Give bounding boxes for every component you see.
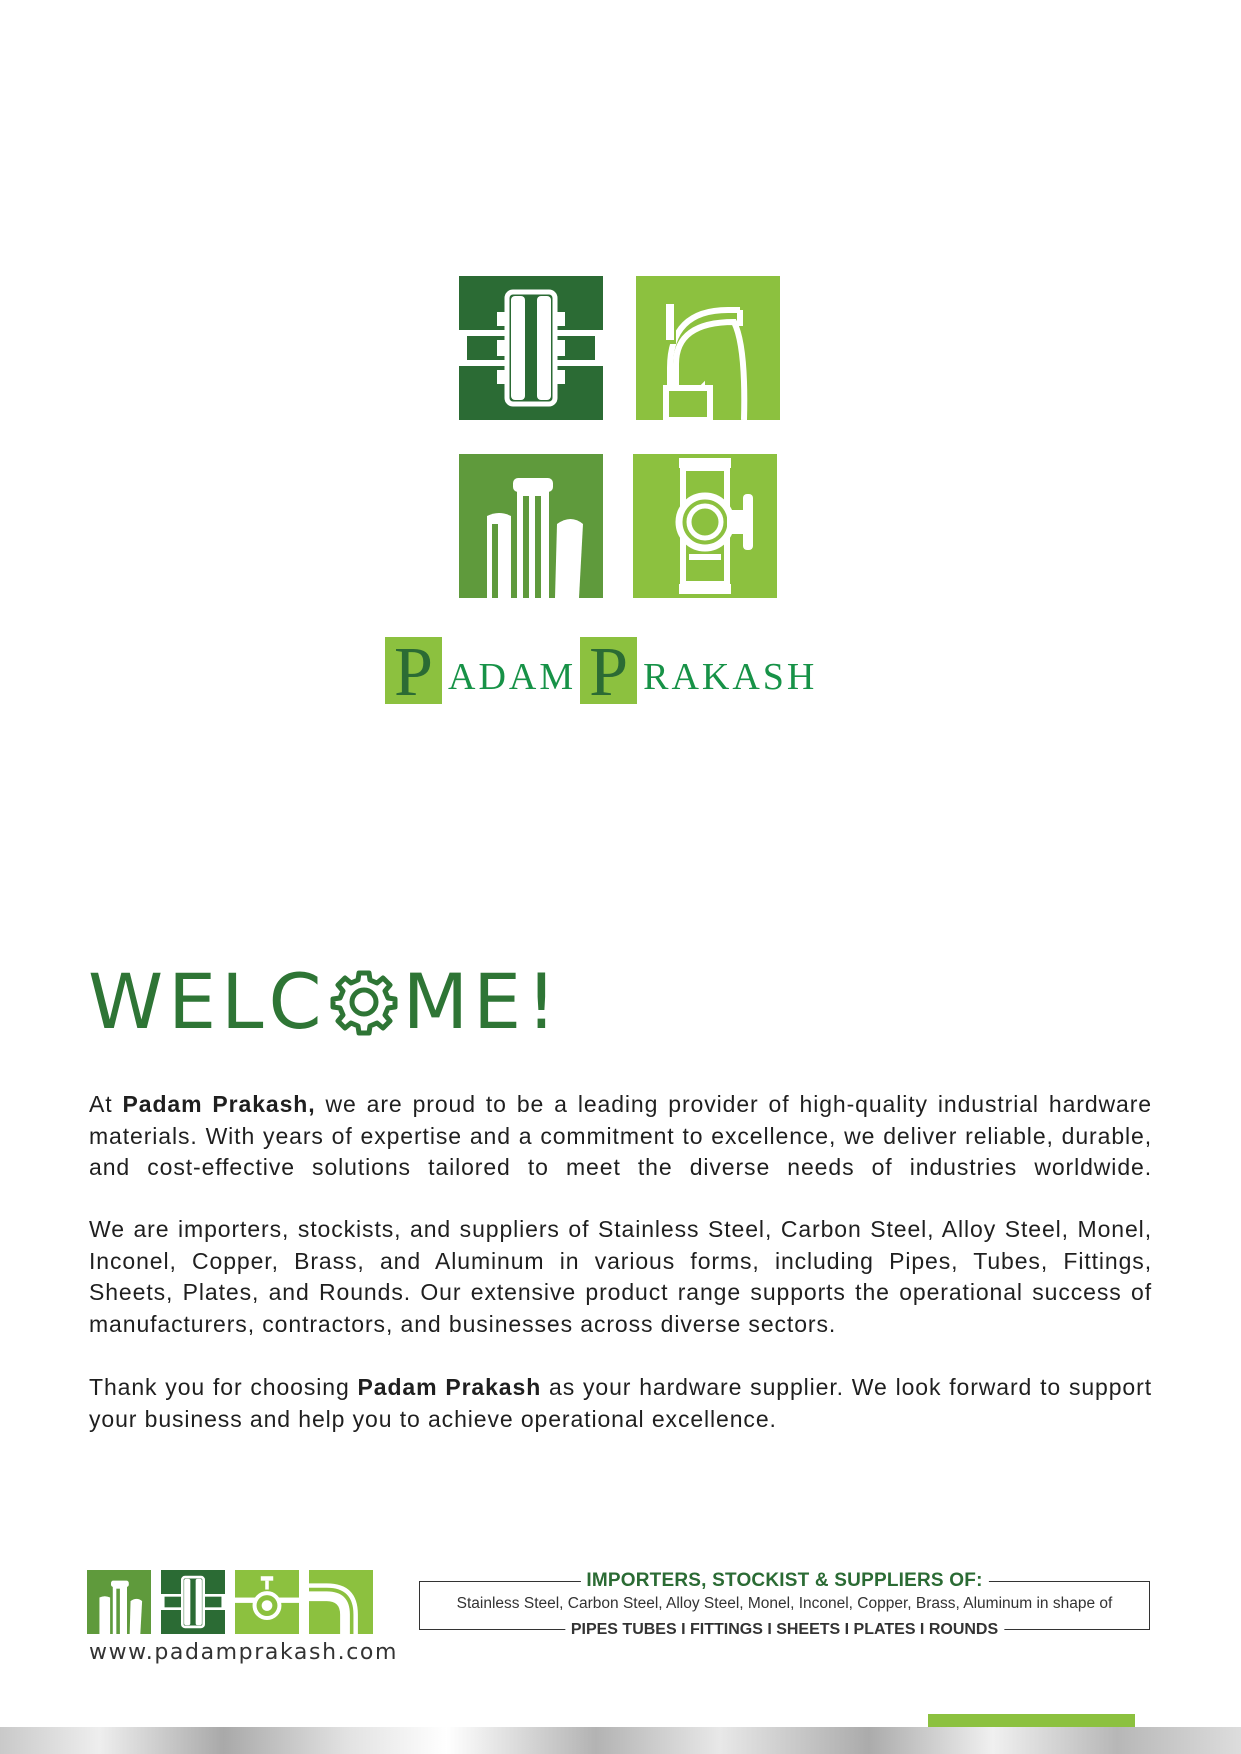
intro-text-lead: At [89, 1091, 123, 1117]
elbow-icon [309, 1570, 373, 1634]
company-name-bold-2: Padam Prakash [357, 1374, 542, 1400]
logo-tile-valve [633, 454, 777, 598]
products-line: PIPES TUBES I FITTINGS I SHEETS I PLATES I ROUNDS [565, 1621, 1004, 1639]
intro-paragraph [89, 1089, 1152, 1184]
footer-tile-flange [161, 1570, 225, 1634]
logo-tile-elbow [636, 276, 780, 420]
brand-initial-box-2 [580, 633, 637, 711]
company-name-bold: Padam Prakash, [122, 1091, 316, 1117]
metallic-footer-bar [0, 1727, 1241, 1754]
thanks-paragraph [89, 1372, 1152, 1435]
intro-text-body: we are proud to be a leading provider of high-quality industrial hardware materials. With years of expertise and a commitment to excellence, we deliver reliable, durable, and cost-effective solutions tailored to meet the diverse needs of industries worldwide. [89, 1091, 1153, 1180]
thanks-text-lead: Thank you for choosing [89, 1374, 358, 1400]
accent-bar [928, 1714, 1135, 1727]
flange-icon [459, 276, 603, 420]
brand-initial-2: P [589, 633, 629, 711]
footer-tile-pipes [87, 1570, 151, 1634]
pipes-icon [87, 1570, 151, 1634]
valve-icon [235, 1570, 299, 1634]
suppliers-title: IMPORTERS, STOCKIST & SUPPLIERS OF: [580, 1570, 988, 1592]
welcome-text-end: ME! [402, 957, 562, 1046]
elbow-icon [636, 276, 780, 420]
brand-word-2: RAKASH [643, 656, 818, 698]
welcome-text-start: WELC [88, 957, 327, 1046]
suppliers-box [419, 1570, 1150, 1638]
logo-tile-flange [459, 276, 603, 420]
welcome-heading [88, 957, 562, 1046]
products-text: We are importers, stockists, and suppliers of Stainless Steel, Carbon Steel, Alloy Steel, Monel, Inconel, Copper, Brass, and Aluminum in various forms, including Pipes, Tubes, Fittings, Sheets, Plates, and Rounds. Our extensive product range supports the operational success of manufacturers, contractors, and businesses across diverse sectors. [89, 1216, 1152, 1337]
thanks-text-body: as your hardware supplier. We look forward to support your business and help you to achieve operational excellence. [89, 1374, 1152, 1432]
website-url[interactable]: www.padamprakash.com [89, 1640, 398, 1665]
brand-initial-1: P [394, 633, 433, 711]
products-paragraph [89, 1214, 1152, 1340]
valve-icon [633, 454, 777, 598]
brand-word-1: ADAM [448, 656, 577, 698]
materials-line: Stainless Steel, Carbon Steel, Alloy Steel, Monel, Inconel, Copper, Brass, Aluminum in shape of [456, 1595, 1113, 1612]
brand-initial-box-1 [385, 633, 442, 711]
brand-wordmark [385, 633, 821, 711]
gear-icon [329, 967, 399, 1037]
flange-icon [161, 1570, 225, 1634]
footer-tile-elbow [309, 1570, 373, 1634]
footer-tile-valve [235, 1570, 299, 1634]
logo-tile-pipes [459, 454, 603, 598]
pipes-icon [459, 454, 603, 598]
